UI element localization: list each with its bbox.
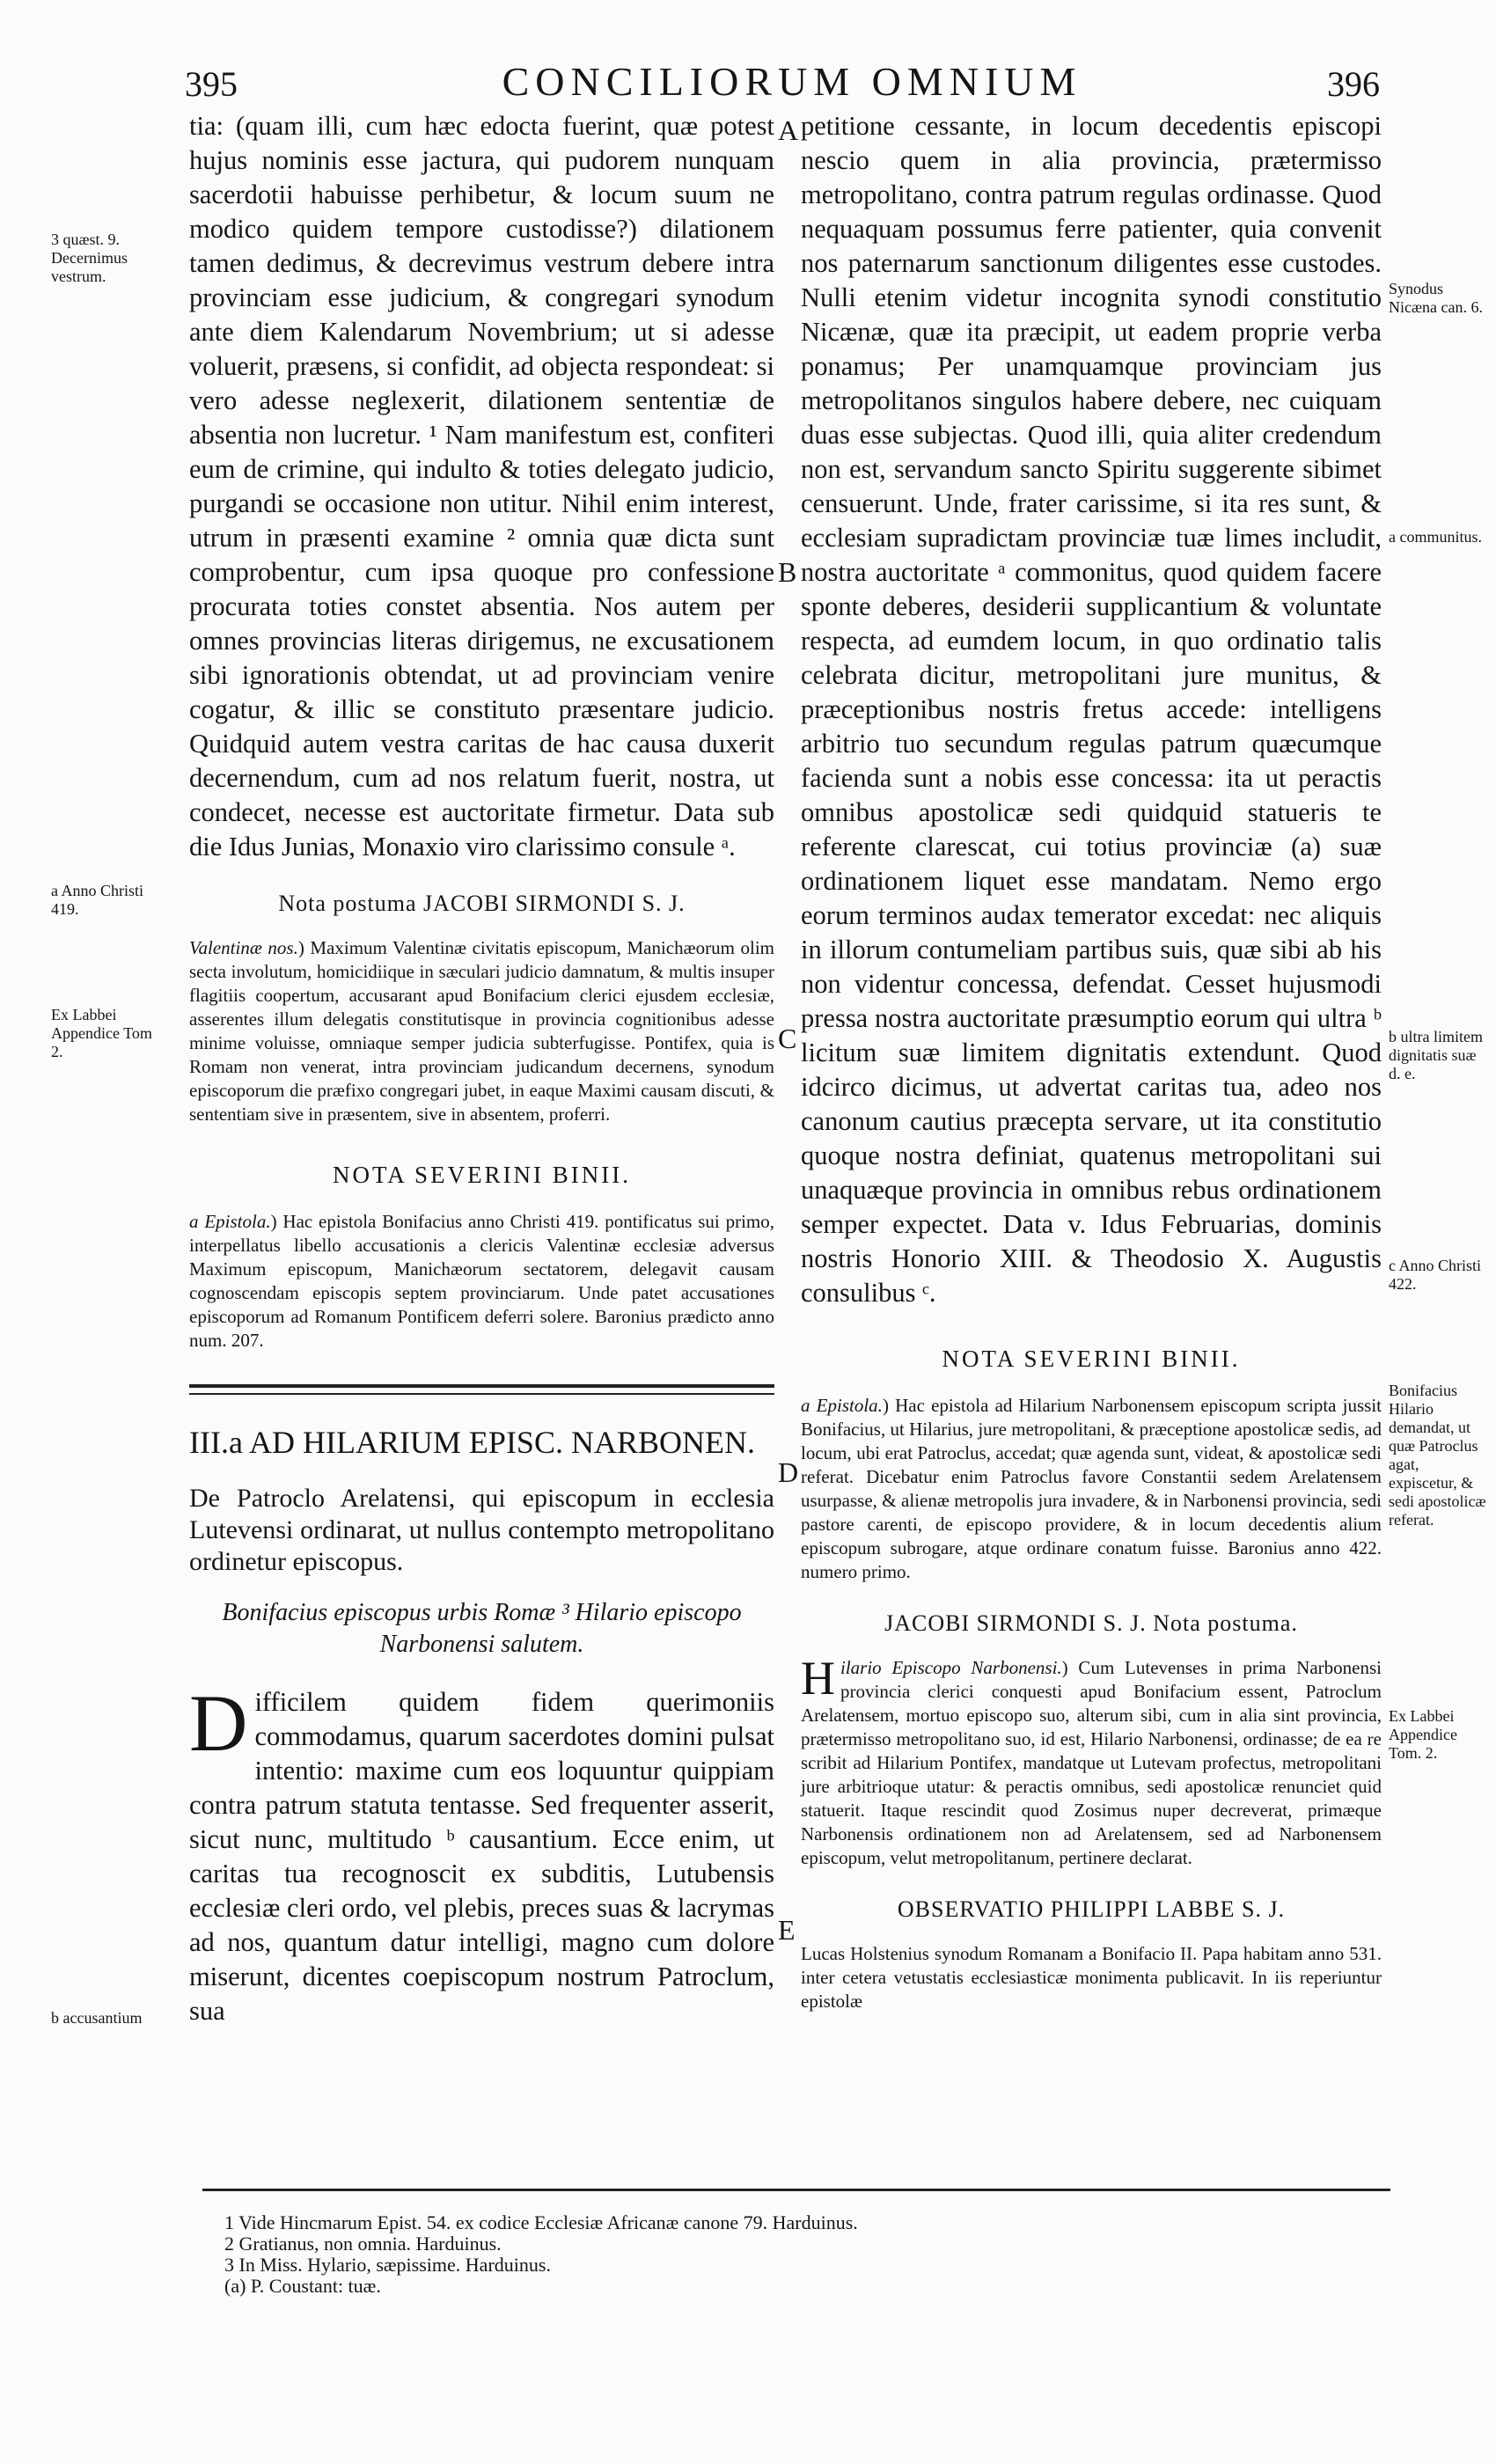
margin-note-left: 3 quæst. 9. Decernimus vestrum. (51, 231, 128, 285)
footnote: 1 Vide Hincmarum Epist. 54. ex codice Ecclesiæ Africanæ canone 79. Harduinus. (224, 2211, 858, 2233)
left-column (189, 109, 774, 2028)
sirmond-note-heading: Nota postuma JACOBI SIRMONDI S. J. (278, 891, 686, 916)
section-letter-e: E (778, 1914, 796, 1946)
sirmond-note-right (801, 1652, 1382, 1870)
margin-note-right: c Anno Christi 422. (1389, 1257, 1482, 1293)
sirmond-note-text: ) Maximum Valentinæ civitatis episcopum, Manichæorum olim secta involutum, homicidiique in sæculari judicio damnatum, & multis insuper flagitiis coopertum, accusarant apud Bonifacium clerici ejusdem ecclesiæ, asserentes illum delegatis constitutisque in provincia cognitionibus adesse minime voluisse, omniaque semper judicia subterfugisse. Pontifex, quia is Romam non venerat, intra provinciam judicandum decernens, synodum episcoporum die præfixo congregari jubet, in eaque Maximi causam discuti, & sententiam sive in præsentem, sive in absentem, proferri. (189, 937, 774, 1125)
labbe-observation-heading: OBSERVATIO PHILIPPI LABBE S. J. (897, 1896, 1286, 1922)
letter-body (189, 1678, 774, 2028)
binius-note-lemma-right: a Epistola. (801, 1395, 883, 1416)
margin-note-right: Bonifacius Hilario demandat, ut quæ Patroclus agat, expiscetur, & sedi apostolicæ referat. (1389, 1382, 1486, 1529)
margin-note-right: b ultra limitem dignitatis suæ d. e. (1389, 1028, 1483, 1082)
labbe-observation: Lucas Holstenius synodum Romanam a Bonifacio II. Papa habitam anno 531. inter cetera vetustatis ecclesiasticæ monimenta publicavit. In iis reperiuntur epistolæ (801, 1943, 1382, 2012)
letter-body-continued: petitione cessante, in locum decedentis episcopi nescio quem in alia provincia, prætermisso metropolitano, contra patrum regulas ordinasse. Quod nequaquam possumus ferre patienter, quia convenit nos paternarum sanctionum diligentes esse custodes. Nulli etenim videtur incognita synodi constitutio Nicænæ, quæ ita præcipit, ut eadem proprie verba ponamus; Per unamquamque provinciam jus metropolitanos singulos habere debere, nec cuiquam duas esse subjectas. Quod illi, quia aliter credendum non est, servandum sancto Spiritu suggerente sibimet censuerunt. Unde, frater carissime, si ita res sunt, & ecclesiam supradictam provinciæ tuæ limes includit, nostra auctoritate ᵃ commonitus, quod quidem facere sponte deberes, desiderii supplicantium & voluntate respecta, ad eumdem locum, in quo ordinatio talis celebrata dicitur, metropolitani jure munitus, & præceptionibus nostris fretus accede: intelligens arbitrio tuo secundum regulas patrum quæcumque facienda sunt a nobis esse concessa: ita ut peractis omnibus apostolicæ sedi quidquid statueris te referente clarescat, cui totius provinciæ (a) suæ ordinationem liquet esse mandatam. Nemo ergo eorum terminos audax temerator excedat: nec aliquis in illorum contumeliam partibus suis, quæ sibi ab his non videntur concessa, defendat. Cesset hujusmodi pressa nostra auctoritate præsumptio eorum qui ultra ᵇ licitum suæ limitem dignitatis extendunt. Quod idcirco dicimus, ut advertat caritas tua, adeo nos canonum cautius præcepta servare, ut ita constitutio quoque nostra definiat, quatenus metropolitani sui unaquæque provincia in omnibus rebus ordinationem semper expectet. Data v. Idus Februarias, dominis nostris Honorio XIII. & Theodosio X. Augustis consulibus ᶜ. (801, 111, 1382, 1308)
margin-note-right: Ex Labbei Appendice Tom. 2. (1389, 1707, 1457, 1762)
binius-note-lemma: a Epistola. (189, 1211, 271, 1232)
letter-greeting: Bonifacius episcopus urbis Romæ ³ Hilario episcopo Narbonensi salutem. (222, 1599, 742, 1658)
letter-body-text: ifficilem quidem fidem querimoniis commodamus, quarum sacerdotes domini pulsat intentio: maxime cum eos loquuntur quippiam contra patrum statuta tentasse. Sed frequenter asserit, sicut nunc, multitudo ᵇ causantium. Ecce enim, ut caritas tua recognoscit ex subditis, Lutubensis ecclesiæ cleri ordo, vel plebis, preces suas & lacrymas ad nos, quantum datur intelligi, magno cum dolore miserunt, dicentes coepiscopum nostrum Patroclum, sua (189, 1687, 774, 2026)
section-rule-thin (189, 1393, 774, 1395)
sirmond-note (189, 936, 774, 1126)
right-column (801, 109, 1382, 2013)
binius-note-text-right: ) Hac epistola ad Hilarium Narbonensem episcopum scripta jussit Bonifacius, ut Hilarius, jure metropolitani, & præceptione apostolicæ sedis, ad locum, ubi erat Patroclus, accedat; quæ agenda sunt, videat, & apostolicæ sedi referat. Dicebatur enim Patroclus favore Constantii sedem Arelatensem usurpasse, & alienæ metropolis jura invadere, & in Narbonensi provincia, sedi pastore carenti, de episcopo providere, & in locum decedentis alium episcopum subrogare, atque ordinare conatum fuisse. Baronius anno 422. numero primo. (801, 1395, 1382, 1582)
binius-note-heading: NOTA SEVERINI BINII. (332, 1162, 632, 1188)
margin-note-left: Ex Labbei Appendice Tom 2. (51, 1006, 152, 1060)
letter-continuation: tia: (quam illi, cum hæc edocta fuerint, quæ potest hujus nominis esse jactura, qui pudorem nunquam sacerdotii habuisse perhibetur, & locum suum ne modico quidem tempore custodisse?) dilationem tamen dedimus, & decrevimus vestrum debere intra provinciam esse judicium, & congregari synodum ante diem Kalendarum Novembrium; ut si adesse voluerit, præsens, si confidit, ad objecta respondeat: si vero adesse neglexerit, dilationem sententiæ de absentia non lucretur. ¹ Nam manifestum est, confiteri eum de crimine, qui indulto & toties delegato judicio, purgandi se occasione non utitur. Nihil enim interest, utrum in præsenti examine ² omnia quæ dicta sunt comprobentur, cum ipsa quoque pro confessione procurata toties constet absentia. Nos autem per omnes provincias literas dirigemus, ne excusationem sibi ignorationis obtendat, ut ad provinciam venire cogatur, & illic se constituto præsentare judicio. Quidquid autem vestra caritas de hac causa duxerit decernendum, cum ad nos relatum fuerit, nostra, ut condecet, necesse est auctoritate firmetur. Data sub die Idus Junias, Monaxio viro clarissimo consule ᵃ. (189, 111, 774, 862)
footnote: (a) P. Coustant: tuæ. (224, 2275, 381, 2297)
section-rule (189, 1384, 774, 1388)
footnotes (224, 2212, 1368, 2297)
section-letter-b: B (778, 556, 797, 588)
running-head: CONCILIORUM OMNIUM (502, 59, 1082, 104)
page-number-right: 396 (1327, 64, 1380, 104)
sirmond-note-lemma: Valentinæ nos. (189, 937, 298, 958)
footnote: 2 Gratianus, non omnia. Harduinus. (224, 2233, 502, 2255)
binius-note (189, 1210, 774, 1353)
section-letter-a: A (778, 114, 799, 146)
footnote-rule (202, 2189, 1390, 2191)
binius-note-right (801, 1394, 1382, 1584)
margin-note-right: Synodus Nicæna can. 6. (1389, 280, 1483, 316)
section-letter-c: C (778, 1023, 797, 1054)
margin-note-left: b accusantium (51, 2009, 143, 2027)
margin-note-right: a communitus. (1389, 528, 1482, 546)
sirmond-note-heading-right: JACOBI SIRMONDI S. J. Nota postuma. (884, 1610, 1298, 1636)
letter-subject: De Patroclo Arelatensi, qui episcopum in ecclesia Lutevensi ordinarat, ut nullus contempto metropolitano ordinetur episcopus. (189, 1484, 774, 1576)
binius-note-heading-right: NOTA SEVERINI BINII. (942, 1346, 1241, 1372)
section-title: III.a AD HILARIUM EPISC. NARBONEN. (189, 1425, 755, 1460)
sirmond-note-text-right: ) Cum Lutevenses in prima Narbonensi provincia clerici conquesti apud Bonifacium essent, Patroclum Arelatensem, mortuo episcopo suo, alterum sibi, cum in alia sint provincia, prætermisso metropolitano suo, id est, Hilario Narbonensi, ordinasse; de ea re scribit ad Hilarium Pontifex, mandatque ut Lutevam profectus, metropolitani jure arbitrioque utatur: & peractis omnibus, sedi apostolicæ renunciet quid statuerit. Itaque rescindit quod Zosimus nuper decreverat, primæque Narbonensis ordinationem non ad Arelatensem, sed ad Narbonensem episcopum, velut metropolitanum, pertinere declarat. (801, 1657, 1382, 1868)
drop-cap: D (189, 1678, 248, 1768)
section-letter-d: D (778, 1456, 799, 1488)
sirmond-note-lemma-right: ilario Episcopo Narbonensi. (840, 1657, 1062, 1678)
margin-note-left: a Anno Christi 419. (51, 882, 144, 918)
binius-note-text: ) Hac epistola Bonifacius anno Christi 419. pontificatus sui primo, interpellatus libello accusationis a clericis Valentinæ ecclesiæ adversus Maximum episcopum, Manichæorum sectatorem, delegavit causam cognoscendam episcopis septem provinciarum. Unde patet accusationes episcoporum ad Romanum Pontificem deferri solere. Baronius prædicto anno num. 207. (189, 1211, 774, 1351)
footnote: 3 In Miss. Hylario, sæpissime. Harduinus. (224, 2254, 551, 2276)
page-number-left: 395 (185, 64, 238, 104)
drop-cap-h: H (801, 1652, 835, 1705)
